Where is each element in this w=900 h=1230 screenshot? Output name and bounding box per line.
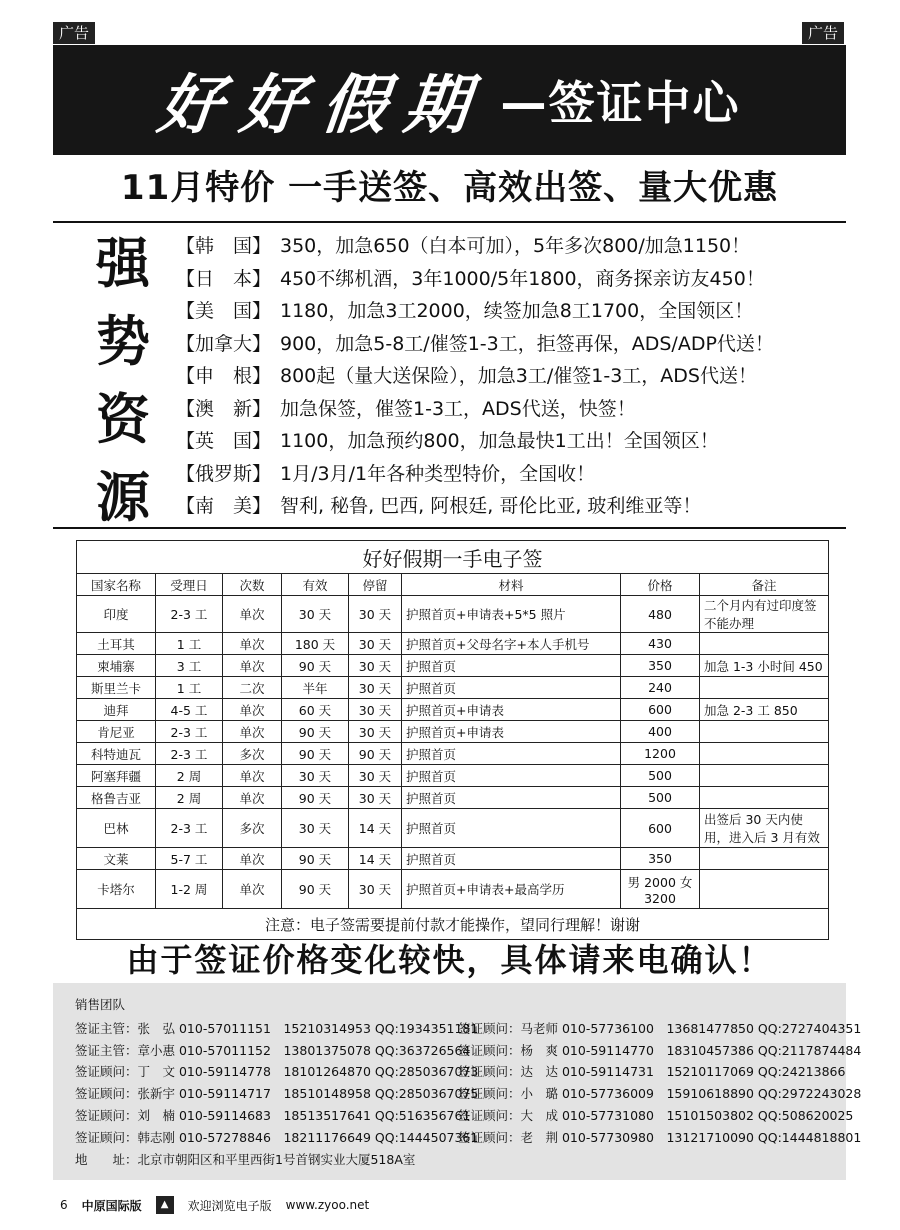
evisa-table [76, 540, 829, 940]
banner [53, 45, 846, 155]
evisa-cell: 30 天 [349, 596, 402, 633]
team-label: 销售团队 [75, 997, 126, 1012]
evisa-cell: 护照首页+申请表 [402, 699, 621, 721]
resource-row [176, 425, 826, 458]
evisa-cell: 1200 [621, 743, 700, 765]
evisa-cell: 护照首页 [402, 809, 621, 848]
evisa-cell: 500 [621, 765, 700, 787]
resource-text: 350，加急650（白本可加），5年多次800/加急1150！ [280, 235, 751, 257]
evisa-cell: 90 天 [282, 848, 349, 870]
side-char: 资 [96, 387, 150, 451]
side-char: 势 [96, 309, 150, 373]
evisa-cell: 单次 [223, 870, 282, 909]
evisa-cell: 2-3 工 [156, 596, 223, 633]
evisa-title: 好好假期一手电子签 [77, 541, 829, 574]
evisa-cell: 出签后 30 天内使用，进入后 3 月有效 [700, 809, 829, 848]
evisa-cell: 240 [621, 677, 700, 699]
evisa-cell: 护照首页 [402, 655, 621, 677]
evisa-cell: 卡塔尔 [77, 870, 156, 909]
evisa-cell: 90 天 [282, 743, 349, 765]
evisa-cell: 迪拜 [77, 699, 156, 721]
evisa-cell: 1 工 [156, 633, 223, 655]
evisa-cell: 半年 [282, 677, 349, 699]
evisa-header-cell: 国家名称 [77, 574, 156, 596]
evisa-cell: 斯里兰卡 [77, 677, 156, 699]
evisa-cell: 1 工 [156, 677, 223, 699]
evisa-cell [700, 870, 829, 909]
evisa-cell [700, 787, 829, 809]
evisa-cell [700, 677, 829, 699]
evisa-row [77, 596, 829, 633]
evisa-cell: 柬埔寨 [77, 655, 156, 677]
team-member: 签证顾问：达 达 010-59114731 15210117069 QQ:24213866 [458, 1064, 846, 1080]
evisa-cell: 加急 1-3 小时间 450 [700, 655, 829, 677]
evisa-cell: 4-5 工 [156, 699, 223, 721]
evisa-cell: 480 [621, 596, 700, 633]
evisa-row [77, 699, 829, 721]
evisa-cell: 巴林 [77, 809, 156, 848]
evisa-cell: 阿塞拜疆 [77, 765, 156, 787]
resource-row [176, 328, 826, 361]
resource-row [176, 490, 826, 523]
resource-text: 1180，加急3工2000，续签加急8工1700，全国领区！ [280, 300, 754, 322]
evisa-cell: 护照首页+申请表+5*5 照片 [402, 596, 621, 633]
evisa-cell: 30 天 [349, 633, 402, 655]
resource-text: 加急保签，催签1-3工，ADS代送，快签！ [280, 397, 636, 420]
evisa-cell: 30 天 [349, 765, 402, 787]
evisa-header-cell: 受理日 [156, 574, 223, 596]
side-char: 强 [96, 231, 150, 295]
evisa-cell: 350 [621, 655, 700, 677]
evisa-cell: 30 天 [349, 655, 402, 677]
evisa-row [77, 809, 829, 848]
banner-title: 好好假期 [153, 68, 490, 143]
evisa-cell: 180 天 [282, 633, 349, 655]
evisa-row [77, 848, 829, 870]
resource-list [176, 230, 826, 523]
evisa-header-cell: 次数 [223, 574, 282, 596]
evisa-cell [700, 848, 829, 870]
promo-headline: 11月特价 一手送签、高效出签、量大优惠 [53, 155, 846, 223]
evisa-cell: 加急 2-3 工 850 [700, 699, 829, 721]
logo-icon: ▲ [156, 1196, 174, 1214]
evisa-cell: 350 [621, 848, 700, 870]
evisa-cell: 护照首页 [402, 765, 621, 787]
evisa-header-cell: 材料 [402, 574, 621, 596]
evisa-cell [700, 743, 829, 765]
evisa-cell: 30 天 [349, 787, 402, 809]
sales-team [53, 983, 862, 1180]
evisa-cell: 肯尼亚 [77, 721, 156, 743]
edition: 中原国际版 [81, 1198, 142, 1213]
resource-country: 【南 美】 [176, 495, 272, 517]
slogan: 欢迎浏览电子版 [187, 1198, 272, 1213]
evisa-cell: 1-2 周 [156, 870, 223, 909]
evisa-cell: 30 天 [282, 596, 349, 633]
evisa-header-cell: 价格 [621, 574, 700, 596]
evisa-cell: 科特迪瓦 [77, 743, 156, 765]
team-member: 签证主管：章小惠 010-57011152 13801375078 QQ:363726564 [75, 1042, 471, 1058]
resource-text: 1月/3月/1年各种类型特价，全国收！ [280, 462, 596, 485]
address: 地 址：北京市朝阳区和平里西街1号首钢实业大厦518A室 [75, 1152, 416, 1167]
ad-tag-left: 广告 [53, 22, 95, 44]
evisa-cell: 护照首页 [402, 787, 621, 809]
evisa-cell: 430 [621, 633, 700, 655]
evisa-row [77, 677, 829, 699]
evisa-cell: 90 天 [282, 721, 349, 743]
evisa-row [77, 655, 829, 677]
evisa-row [77, 743, 829, 765]
evisa-cell: 2-3 工 [156, 743, 223, 765]
evisa-cell: 多次 [223, 809, 282, 848]
banner-subtitle: —签证中心 [500, 76, 741, 130]
team-member: 签证顾问：小 璐 010-57736009 15910618890 QQ:2972243028 [458, 1086, 862, 1102]
evisa-cell: 土耳其 [77, 633, 156, 655]
evisa-cell: 单次 [223, 787, 282, 809]
resource-country: 【加拿大】 [176, 332, 272, 355]
team-member: 签证顾问：杨 爽 010-59114770 18310457386 QQ:2117874484 [458, 1042, 862, 1058]
evisa-cell: 30 天 [349, 870, 402, 909]
resource-country: 【英 国】 [176, 430, 272, 452]
footer-url: www.zyoo.net [285, 1198, 370, 1212]
evisa-cell: 文莱 [77, 848, 156, 870]
side-title [88, 224, 158, 536]
resource-country: 【澳 新】 [176, 397, 272, 420]
evisa-cell: 单次 [223, 848, 282, 870]
evisa-cell: 400 [621, 721, 700, 743]
evisa-cell: 5-7 工 [156, 848, 223, 870]
evisa-cell: 14 天 [349, 848, 402, 870]
team-member: 签证主管：张 弘 010-57011151 15210314953 QQ:1934351181 [75, 1021, 479, 1036]
resource-row [176, 295, 826, 328]
resource-row [176, 263, 826, 296]
evisa-cell: 护照首页 [402, 677, 621, 699]
evisa-header-cell: 备注 [700, 574, 829, 596]
evisa-cell: 单次 [223, 655, 282, 677]
evisa-cell: 2 周 [156, 765, 223, 787]
evisa-cell: 600 [621, 809, 700, 848]
evisa-cell: 30 天 [282, 809, 349, 848]
evisa-cell: 600 [621, 699, 700, 721]
evisa-cell: 格鲁吉亚 [77, 787, 156, 809]
evisa-cell: 单次 [223, 596, 282, 633]
evisa-cell: 单次 [223, 765, 282, 787]
evisa-cell: 二个月内有过印度签不能办理 [700, 596, 829, 633]
evisa-cell: 3 工 [156, 655, 223, 677]
resource-country: 【俄罗斯】 [176, 462, 272, 485]
resource-row [176, 360, 826, 393]
team-member: 签证顾问：马老师 010-57736100 13681477850 QQ:2727404351 [458, 1021, 862, 1036]
confirm-banner: 由于签证价格变化较快，具体请来电确认！ [126, 941, 773, 979]
evisa-row [77, 721, 829, 743]
page-footer [60, 1196, 369, 1214]
evisa-cell: 单次 [223, 721, 282, 743]
evisa-row [77, 765, 829, 787]
resource-country: 【日 本】 [176, 267, 272, 290]
resource-text: 智利, 秘鲁, 巴西, 阿根廷, 哥伦比亚, 玻利维亚等！ [280, 495, 702, 517]
evisa-cell: 500 [621, 787, 700, 809]
resource-row [176, 458, 826, 491]
team-member: 签证顾问：刘 楠 010-59114683 18513517641 QQ:516356761 [75, 1107, 471, 1123]
evisa-cell: 2-3 工 [156, 721, 223, 743]
resource-row [176, 230, 826, 263]
evisa-cell: 90 天 [349, 743, 402, 765]
ad-tag-right: 广告 [802, 22, 844, 44]
evisa-header-cell: 有效 [282, 574, 349, 596]
evisa-header-cell: 停留 [349, 574, 402, 596]
team-member: 签证顾问：老 荆 010-57730980 13121710090 QQ:1444818801 [458, 1129, 862, 1145]
resource-text: 1100，加急预约800，加急最快1工出！全国领区！ [280, 430, 719, 452]
evisa-cell [700, 765, 829, 787]
evisa-cell: 护照首页+申请表 [402, 721, 621, 743]
evisa-row [77, 633, 829, 655]
evisa-cell [700, 633, 829, 655]
resource-text: 800起（量大送保险），加急3工/催签1-3工，ADS代送！ [280, 365, 757, 387]
team-member: 签证顾问：大 成 010-57731080 15101503802 QQ:508620025 [458, 1107, 854, 1123]
evisa-cell: 90 天 [282, 655, 349, 677]
evisa-cell: 单次 [223, 633, 282, 655]
resource-country: 【申 根】 [176, 365, 272, 387]
page-number: 6 [60, 1198, 68, 1212]
team-member: 签证顾问：丁 文 010-59114778 18101264870 QQ:2850367073 [75, 1064, 479, 1080]
team-member: 签证顾问：韩志刚 010-57278846 18211176649 QQ:1444507361 [75, 1129, 479, 1145]
evisa-cell: 护照首页 [402, 848, 621, 870]
evisa-note: 注意：电子签需要提前付款才能操作，望同行理解！谢谢 [77, 909, 829, 940]
resource-text: 450不绑机酒，3年1000/5年1800，商务探亲访友450！ [280, 267, 765, 290]
evisa-cell: 护照首页+父母名字+本人手机号 [402, 633, 621, 655]
team-member: 签证顾问：张新宇 010-59114717 18510148958 QQ:2850367075 [75, 1086, 479, 1102]
evisa-cell: 2-3 工 [156, 809, 223, 848]
evisa-cell: 二次 [223, 677, 282, 699]
evisa-cell: 60 天 [282, 699, 349, 721]
evisa-cell: 30 天 [349, 721, 402, 743]
divider [53, 527, 846, 529]
evisa-row [77, 787, 829, 809]
evisa-cell: 30 天 [349, 677, 402, 699]
evisa-cell: 30 天 [349, 699, 402, 721]
evisa-cell: 印度 [77, 596, 156, 633]
evisa-cell: 护照首页 [402, 743, 621, 765]
evisa-row [77, 870, 829, 909]
resource-country: 【美 国】 [176, 300, 272, 322]
evisa-cell: 2 周 [156, 787, 223, 809]
evisa-cell [700, 721, 829, 743]
evisa-cell: 30 天 [282, 765, 349, 787]
evisa-cell: 护照首页+申请表+最高学历 [402, 870, 621, 909]
evisa-cell: 90 天 [282, 787, 349, 809]
evisa-cell: 90 天 [282, 870, 349, 909]
resource-text: 900，加急5-8工/催签1-3工，拒签再保，ADS/ADP代送！ [280, 332, 774, 355]
resource-row [176, 393, 826, 426]
side-char: 源 [96, 465, 150, 529]
evisa-cell: 男 2000 女 3200 [621, 870, 700, 909]
evisa-header-row [77, 574, 829, 596]
evisa-cell: 单次 [223, 699, 282, 721]
evisa-cell: 14 天 [349, 809, 402, 848]
evisa-cell: 多次 [223, 743, 282, 765]
resource-country: 【韩 国】 [176, 235, 272, 257]
